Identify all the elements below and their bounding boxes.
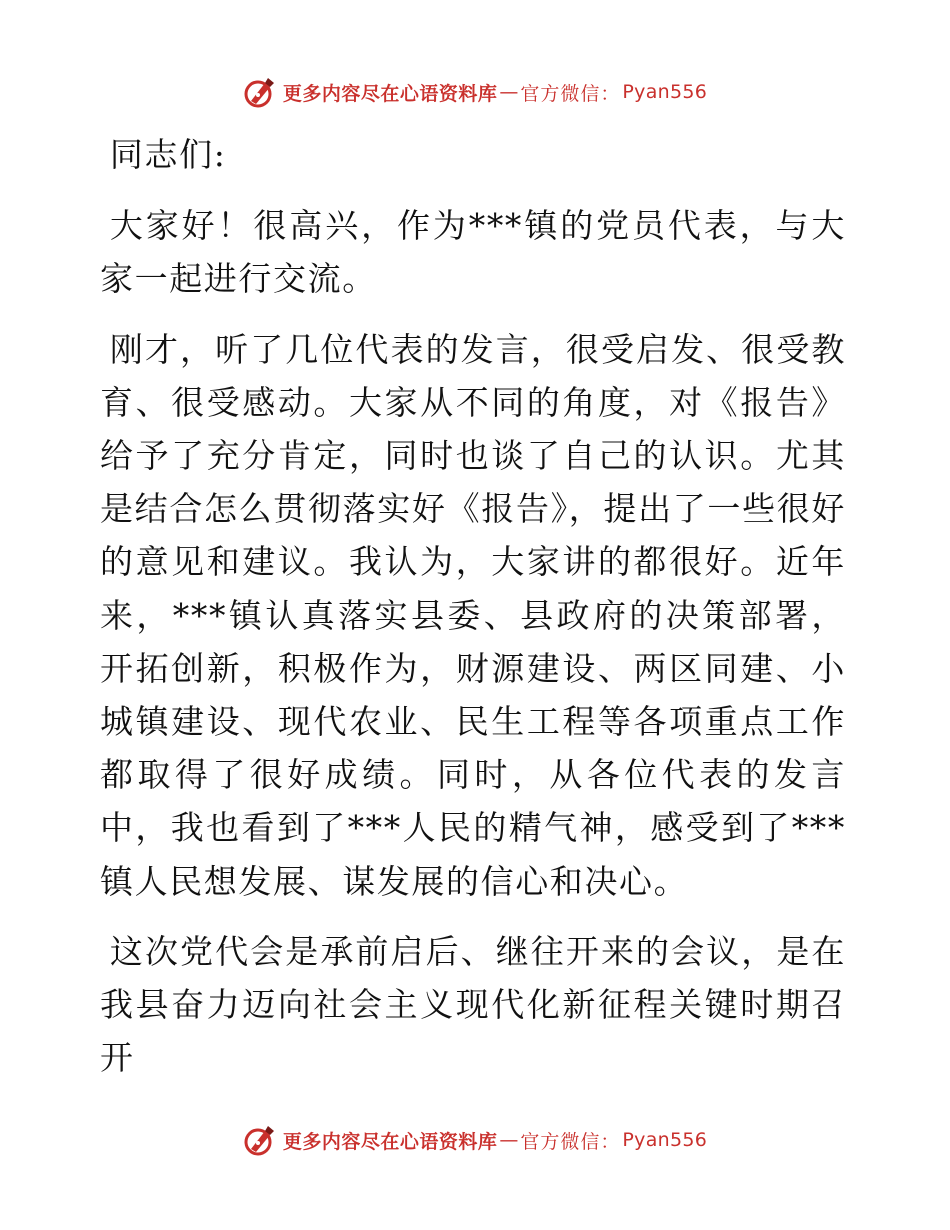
header-watermark (0, 72, 950, 112)
watermark-brand-text: 更多内容尽在心语资料库 (282, 82, 498, 105)
footer-watermark (0, 1120, 950, 1160)
paragraph-greeting: 大家好！很高兴，作为***镇的党员代表，与大家一起进行交流。 (100, 206, 846, 299)
salutation: 同志们: (109, 135, 227, 174)
watermark-separator: — (499, 1129, 519, 1151)
pen-nib-logo-icon (243, 75, 277, 109)
document-body (100, 128, 846, 1084)
paragraph-congress: 这次党代会是承前启后、继往开来的会议，是在我县奋力迈向社会主义现代化新征程关键时期召开 (100, 931, 846, 1078)
paragraph-main: 刚才，听了几位代表的发言，很受启发、很受教育、很受感动。大家从不同的角度，对《报告》给予了充分肯定，同时也谈了自己的认识。尤其是结合怎么贯彻落实好《报告》，提出了一些很好的意见和建议。我认为，大家讲的都很好。近年来，***镇认真落实县委、县政府的决策部署，开拓创新，积极作为，财源建设、两区同建、小城镇建设、现代农业、民生工程等各项重点工作都取得了很好成绩。同时，从各位代表的发言中，我也看到了***人民的精气神，感受到了***镇人民想发展、谋发展的信心和决心。 (100, 329, 846, 901)
watermark-colon: ： (600, 82, 621, 105)
watermark-wechat-id: Pyan556 (622, 1129, 708, 1151)
watermark-colon: ： (600, 1130, 621, 1153)
pen-nib-logo-icon (243, 1123, 277, 1157)
watermark-brand-text: 更多内容尽在心语资料库 (282, 1130, 498, 1153)
watermark-wechat-id: Pyan556 (622, 81, 708, 103)
watermark-official-label: 官方微信 (520, 1130, 601, 1153)
watermark-official-label: 官方微信 (520, 82, 601, 105)
watermark-separator: — (499, 81, 519, 103)
